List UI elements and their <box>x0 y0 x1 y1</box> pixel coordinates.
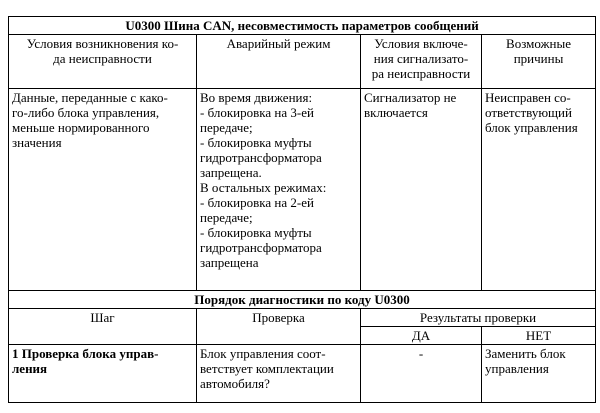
header-step: Шаг <box>9 309 197 345</box>
step-result-yes: - <box>361 345 482 403</box>
step-result-no: Заменить блок управления <box>482 345 596 403</box>
header-emergency-mode: Аварийный режим <box>197 35 361 89</box>
emergency-mode-cell: Во время движения: - блокировка на 3-ей передаче; - блокировка муфты гидротрансформатора запрещена. В остальных режимах: - блокировка на 2-ей передаче; - блокировка муфты гидротрансформатора запрещена <box>197 89 361 291</box>
header-yes: ДА <box>361 327 482 345</box>
header-no: НЕТ <box>482 327 596 345</box>
possible-causes-cell: Неисправен со- ответствующий блок управления <box>482 89 596 291</box>
step-label: 1 Проверка блока управ- ления <box>9 345 197 403</box>
indicator-conditions-cell: Сигнализатор не включается <box>361 89 482 291</box>
header-indicator-conditions: Условия включе- ния сигнализато- ра неисправности <box>361 35 482 89</box>
step-check: Блок управления соот- ветствует комплектации автомобиля? <box>197 345 361 403</box>
header-check: Проверка <box>197 309 361 345</box>
header-possible-causes: Возможные причины <box>482 35 596 89</box>
header-conditions: Условия возникновения ко- да неисправности <box>9 35 197 89</box>
header-check-results: Результаты проверки <box>361 309 596 327</box>
fault-code-title: U0300 Шина CAN, несовместимость параметров сообщений <box>9 17 596 35</box>
fault-conditions-cell: Данные, переданные с како- го-либо блока управления, меньше нормированного значения <box>9 89 197 291</box>
diagnostics-title: Порядок диагностики по коду U0300 <box>9 291 596 309</box>
diagnostic-step-row <box>9 345 596 403</box>
fault-code-table <box>8 16 596 403</box>
